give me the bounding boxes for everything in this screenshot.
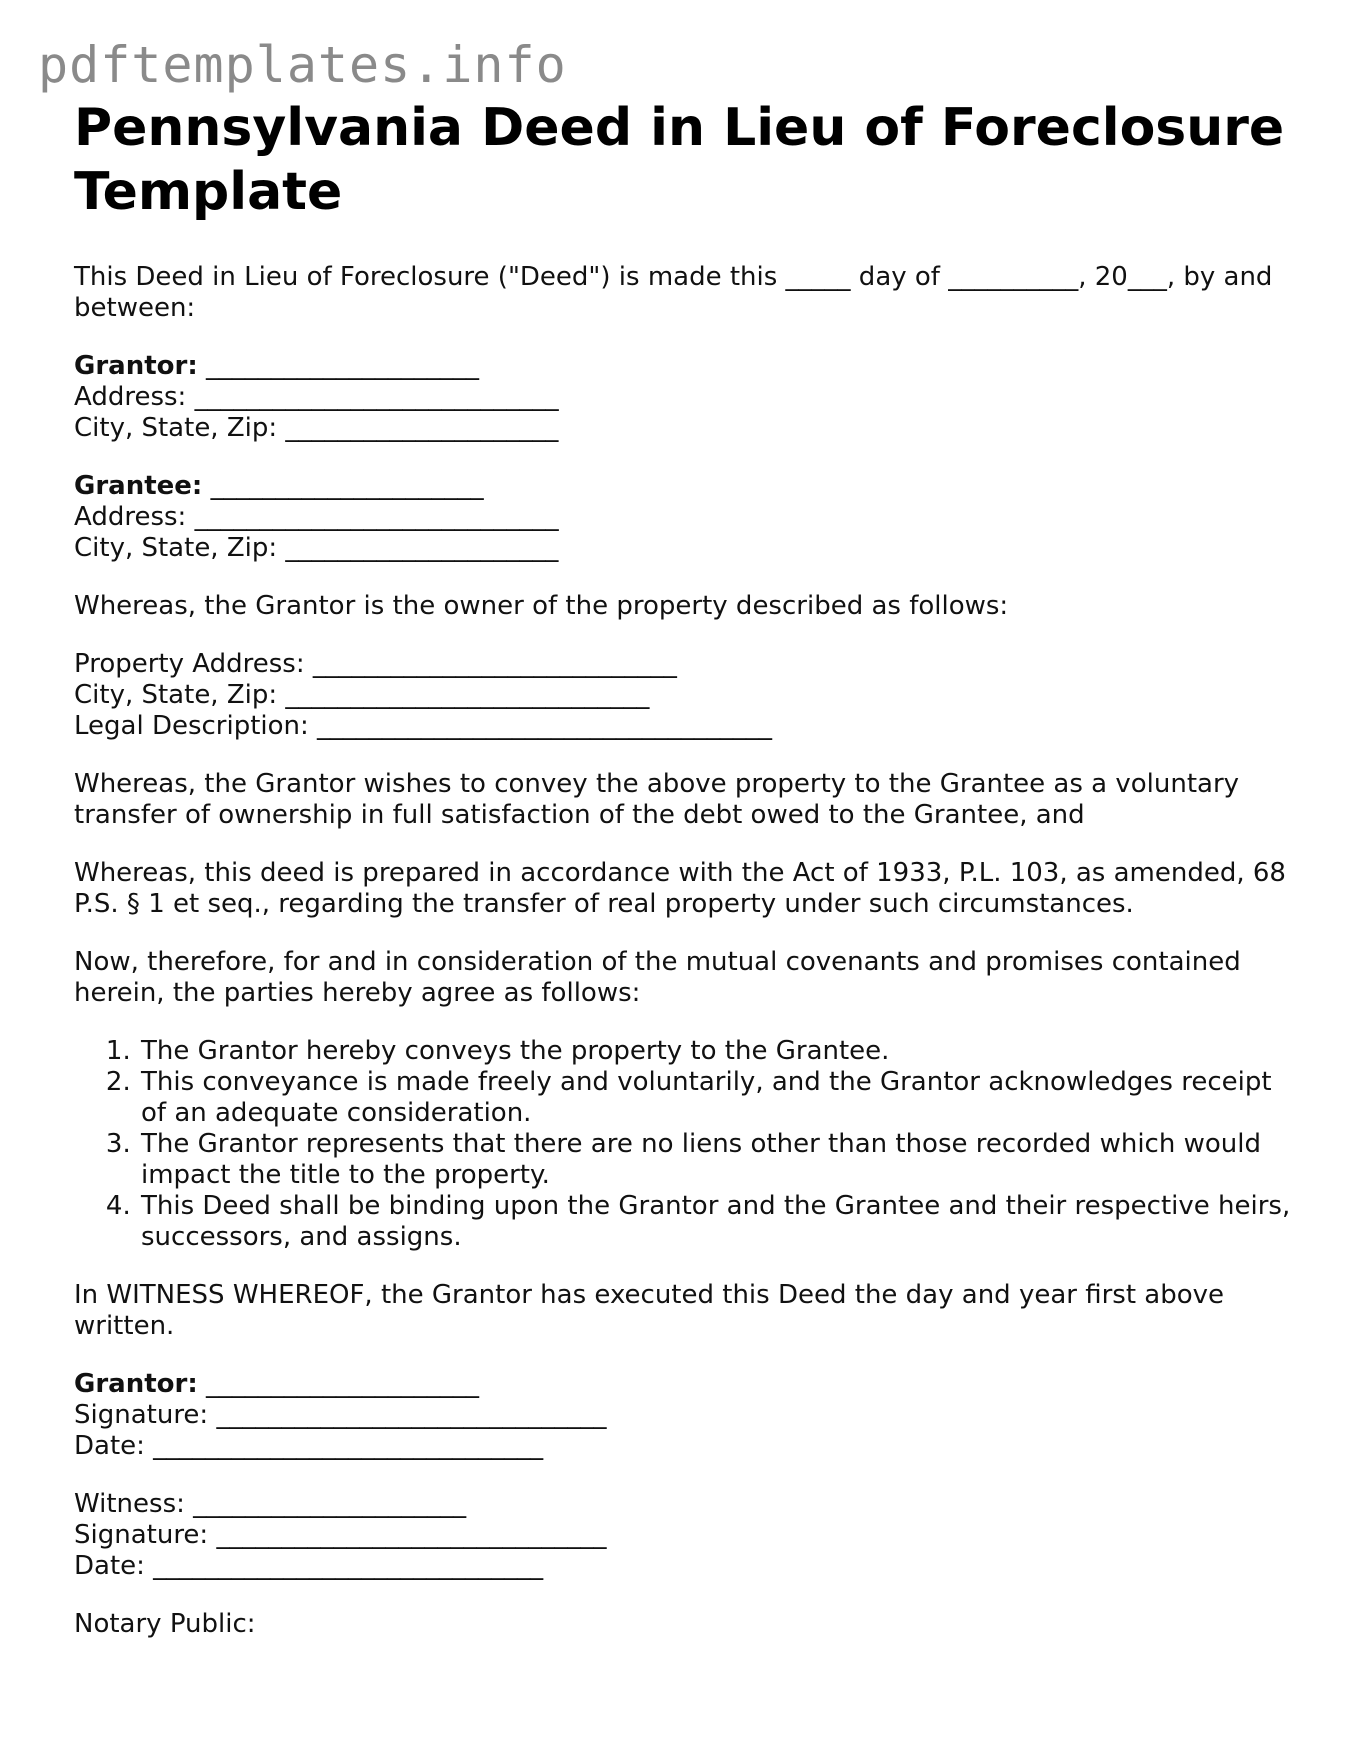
grantor-sign-line	[74, 1369, 1294, 1400]
grantee-city: City, State, Zip: _____________________	[74, 533, 559, 563]
grantor-sign-name-blank: _____________________	[197, 1369, 479, 1399]
property-address: Property Address: ____________________________	[74, 649, 677, 679]
notary-public-label: Notary Public:	[74, 1609, 256, 1639]
grantor-label: Grantor:	[74, 351, 198, 381]
property-city: City, State, Zip: ____________________________	[74, 680, 650, 710]
page-title: Pennsylvania Deed in Lieu of Foreclosure Template	[74, 98, 1285, 222]
witness-signature-line: Signature: ______________________________	[74, 1520, 607, 1550]
grantor-block	[74, 351, 1294, 444]
watermark: pdftemplates.info	[38, 36, 567, 94]
witness-signature-block	[74, 1489, 1294, 1582]
whereas-convey-paragraph: Whereas, the Grantor wishes to convey the above property to the Grantee as a voluntary transfer of ownership in full satisfaction of the debt owed to the Grantee, and	[74, 769, 1240, 830]
grantor-address: Address: ____________________________	[74, 382, 559, 412]
witness-date-line: Date: ______________________________	[74, 1551, 544, 1581]
terms-list-item: 1. The Grantor hereby conveys the property to the Grantee.	[139, 1036, 1294, 1067]
grantee-block	[74, 471, 1294, 564]
grantor-sign-label: Grantor:	[74, 1369, 198, 1399]
grantee-line	[74, 471, 1294, 502]
grantee-name-blank: _____________________	[202, 471, 484, 501]
witness-name-line: Witness: _____________________	[74, 1489, 467, 1519]
document-page	[74, 96, 1294, 1640]
document-body	[74, 262, 1294, 1640]
grantor-line	[74, 351, 1294, 382]
property-legal-description: Legal Description: ___________________________________	[74, 711, 773, 741]
witness-whereof-paragraph: In WITNESS WHEREOF, the Grantor has executed this Deed the day and year first above written.	[74, 1280, 1225, 1341]
property-block	[74, 649, 1294, 742]
grantor-signature-block	[74, 1369, 1294, 1462]
terms-list-item: 4. This Deed shall be binding upon the Grantor and the Grantee and their respective heirs, successors, and assigns.	[139, 1191, 1294, 1253]
terms-list	[74, 1036, 1294, 1253]
grantor-name-blank: _____________________	[197, 351, 479, 381]
grantee-address: Address: ____________________________	[74, 502, 559, 532]
intro-paragraph: This Deed in Lieu of Foreclosure ("Deed") is made this _____ day of __________, 20___, by and between:	[74, 262, 1273, 323]
whereas-owner-paragraph: Whereas, the Grantor is the owner of the property described as follows:	[74, 591, 1009, 621]
terms-list-item: 3. The Grantor represents that there are no liens other than those recorded which would impact the title to the property.	[139, 1129, 1294, 1191]
grantee-label: Grantee:	[74, 471, 203, 501]
terms-list-item: 2. This conveyance is made freely and voluntarily, and the Grantor acknowledges receipt of an adequate consideration.	[139, 1067, 1294, 1129]
grantor-date-line: Date: ______________________________	[74, 1431, 544, 1461]
grantor-city: City, State, Zip: _____________________	[74, 413, 559, 443]
whereas-act-paragraph: Whereas, this deed is prepared in accordance with the Act of 1933, P.L. 103, as amended, 68 P.S. § 1 et seq., regarding the transfer of real property under such circumstances.	[74, 858, 1286, 919]
grantor-signature-line: Signature: ______________________________	[74, 1400, 607, 1430]
now-therefore-paragraph: Now, therefore, for and in consideration of the mutual covenants and promises contained herein, the parties hereby agree as follows:	[74, 947, 1241, 1008]
